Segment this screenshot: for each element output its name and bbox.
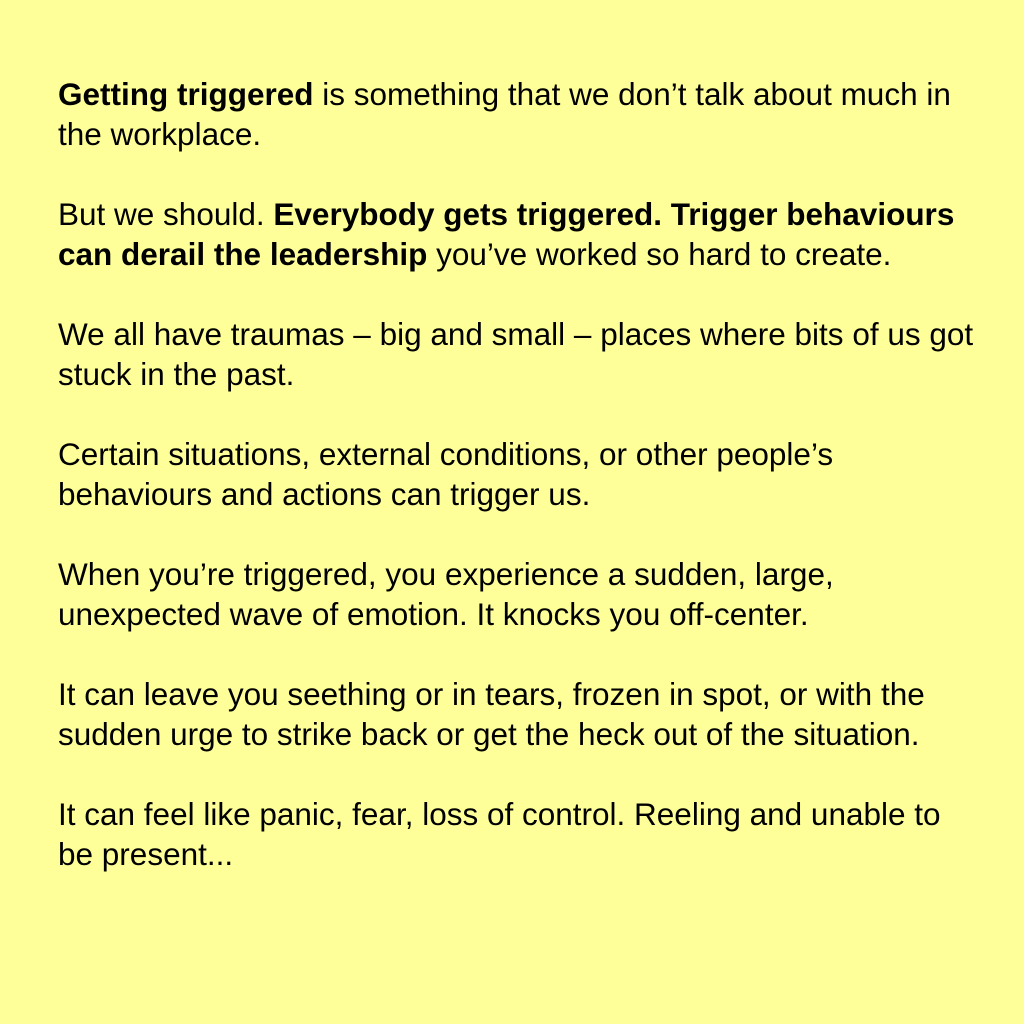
paragraph-but-we-should: [58, 194, 984, 274]
paragraph-traumas: [58, 314, 984, 394]
body-text: you’ve worked so hard to create.: [427, 236, 892, 272]
body-text: When you’re triggered, you experience a sudden, large, unexpected wave of emotion. It knocks you off-center.: [58, 556, 834, 632]
paragraph-when-triggered: [58, 554, 984, 634]
bold-text: Getting triggered: [58, 76, 314, 112]
bold-text: Everybody gets triggered. Trigger behaviours can derail the leadership: [58, 196, 955, 272]
body-text: We all have traumas – big and small – places where bits of us got stuck in the past.: [58, 316, 974, 392]
paragraph-panic: [58, 794, 984, 874]
body-text: is something that we don’t talk about much in the workplace.: [58, 76, 951, 152]
paragraph-seething: [58, 674, 984, 754]
paragraph-certain-situations: [58, 434, 984, 514]
paragraph-getting-triggered: [58, 74, 984, 154]
body-text: It can leave you seething or in tears, frozen in spot, or with the sudden urge to strike back or get the heck out of the situation.: [58, 676, 925, 752]
body-text: But we should.: [58, 196, 274, 232]
body-text: Certain situations, external conditions, or other people’s behaviours and actions can trigger us.: [58, 436, 834, 512]
body-text: It can feel like panic, fear, loss of control. Reeling and unable to be present...: [58, 796, 941, 872]
